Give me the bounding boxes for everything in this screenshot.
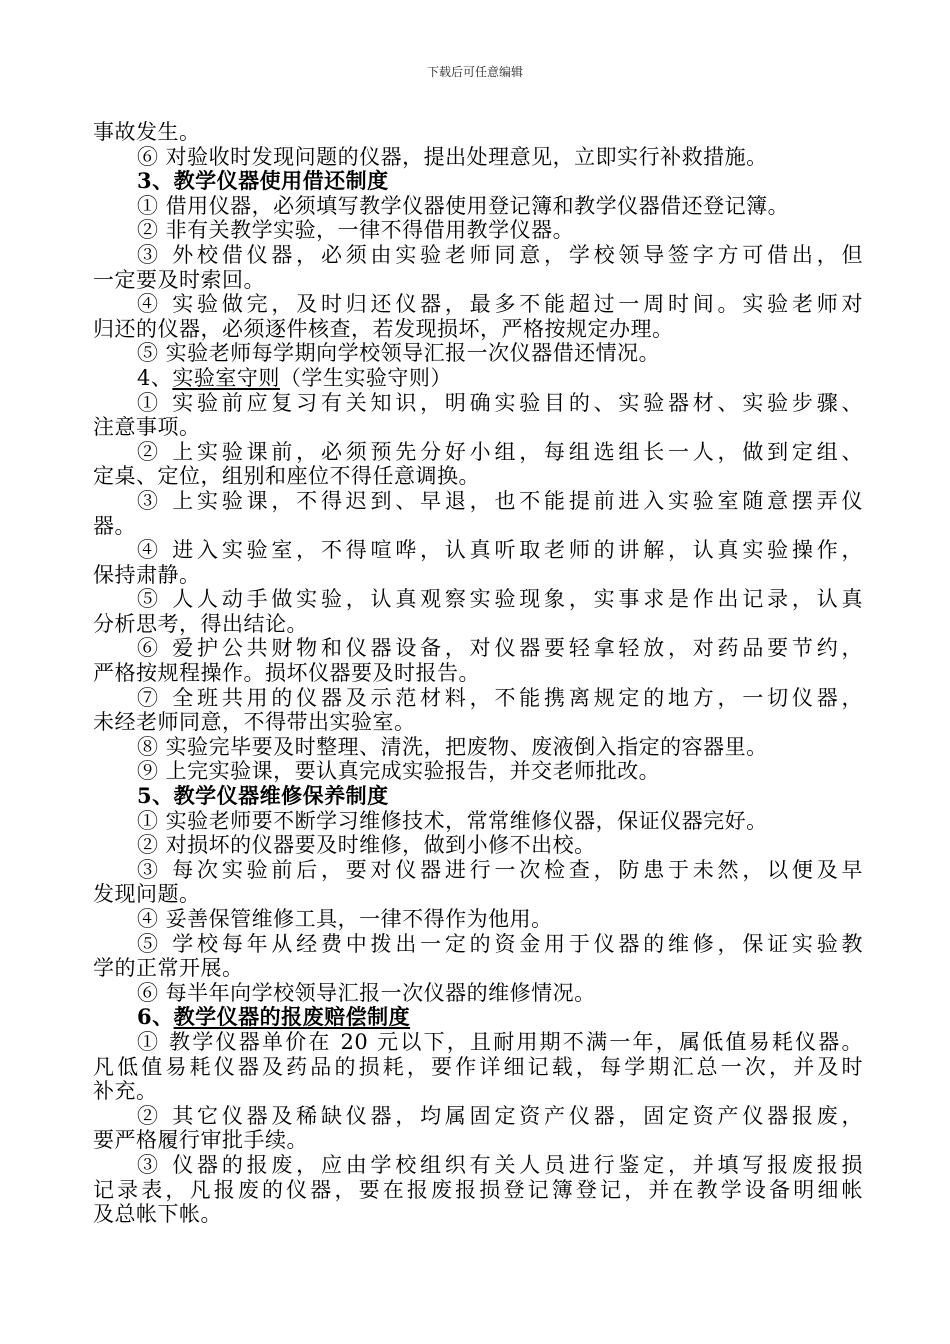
paragraph-line: 学的正常开展。 (93, 956, 244, 981)
list-item: ③ 外校借仪器，必须由实验老师同意，学校领导签字方可借出，但 (137, 242, 863, 267)
list-item: ③ 每次实验前后，要对仪器进行一次检查，防患于未然，以便及早 (137, 857, 863, 882)
paragraph-line: 记录表，凡报废的仪器，要在报废报损登记簿登记，并在教学设备明细帐 (93, 1177, 863, 1202)
list-item: ④ 实验做完，及时归还仪器，最多不能超过一周时间。实验老师对 (137, 292, 863, 317)
paragraph-line: 凡低值易耗仪器及药品的损耗，要作详细记载，每学期汇总一次，并及时 (93, 1054, 863, 1079)
section-heading-5: 5、教学仪器维修保养制度 (137, 783, 389, 809)
paragraph-line: 未经老师同意，不得带出实验室。 (93, 710, 416, 735)
page-header: 下载后可任意编辑 (426, 65, 523, 79)
section-heading-3: 3、教学仪器使用借还制度 (137, 168, 389, 194)
paragraph-line: 严格按规程操作。损坏仪器要及时报告。 (93, 661, 480, 686)
section-title: 实验室守则 (172, 365, 280, 390)
paragraph-line: 事故发生。 (93, 120, 201, 144)
section-heading-6 (93, 1005, 863, 1030)
list-item: ② 上实验课前，必须预先分好小组，每组选组长一人，做到定组、 (137, 439, 863, 464)
document-body (93, 120, 863, 1227)
list-item: ⑧ 实验完毕要及时整理、清洗，把废物、废液倒入指定的容器里。 (137, 734, 768, 759)
section-number: 4、 (137, 365, 173, 390)
list-item: ⑥ 爱护公共财物和仪器设备，对仪器要轻拿轻放，对药品要节约， (137, 636, 863, 661)
paragraph-line: 及总帐下帐。 (93, 1202, 222, 1227)
paragraph-line: 归还的仪器，必须逐件核查，若发现损坏，严格按规定办理。 (93, 316, 674, 341)
paragraph-line: 发现问题。 (93, 882, 201, 907)
list-item: ③ 仪器的报废，应由学校组织有关人员进行鉴定，并填写报废报损 (137, 1152, 863, 1177)
list-item: ① 教学仪器单价在 20 元以下，且耐用期不满一年，属低值易耗仪器。 (137, 1029, 863, 1054)
list-item: ① 实验前应复习有关知识，明确实验目的、实验器材、实验步骤、 (137, 390, 863, 415)
section-number: 6、 (137, 1004, 174, 1030)
list-item: ⑤ 实验老师每学期向学校领导汇报一次仪器借还情况。 (137, 341, 661, 366)
list-item: ⑨ 上完实验课，要认真完成实验报告，并交老师批改。 (137, 759, 661, 784)
list-item: ③ 上实验课，不得迟到、早退，也不能提前进入实验室随意摆弄仪 (137, 488, 863, 513)
list-item: ⑥ 每半年向学校领导汇报一次仪器的维修情况。 (137, 980, 596, 1005)
list-item: ② 其它仪器及稀缺仪器，均属固定资产仪器，固定资产仪器报废， (137, 1103, 863, 1128)
list-item: ① 借用仪器，必须填写教学仪器使用登记簿和教学仪器借还登记簿。 (137, 193, 790, 218)
list-item: ② 对损坏的仪器要及时维修，做到小修不出校。 (137, 833, 596, 858)
list-item: ④ 进入实验室，不得喧哗，认真听取老师的讲解，认真实验操作， (137, 538, 863, 563)
section-subtitle: （学生实验守则） (279, 365, 452, 390)
paragraph-line: 一定要及时索回。 (93, 267, 265, 292)
list-item: ④ 妥善保管维修工具，一律不得作为他用。 (137, 907, 553, 931)
list-item: ⑥ 对验收时发现问题的仪器，提出处理意见，立即实行补救措施。 (137, 144, 768, 169)
paragraph-line: 补充。 (93, 1079, 158, 1104)
list-item: ⑦ 全班共用的仪器及示范材料，不能携离规定的地方，一切仪器， (137, 685, 863, 710)
paragraph-line: 分析思考，得出结论。 (93, 611, 308, 636)
paragraph-line: 器。 (93, 513, 136, 538)
paragraph-line: 保持肃静。 (93, 562, 201, 587)
section-heading-4 (93, 366, 863, 391)
list-item: ① 实验老师要不断学习维修技术，常常维修仪器，保证仪器完好。 (137, 808, 768, 833)
list-item: ② 非有关教学实验，一律不得借用教学仪器。 (137, 218, 575, 243)
list-item: ⑤ 人人动手做实验，认真观察实验现象，实事求是作出记录，认真 (137, 587, 863, 612)
paragraph-line: 要严格履行审批手续。 (93, 1128, 308, 1153)
paragraph-line: 注意事项。 (93, 415, 201, 440)
paragraph-line: 定桌、定位，组别和座位不得任意调换。 (93, 464, 480, 489)
list-item: ⑤ 学校每年从经费中拨出一定的资金用于仪器的维修，保证实验教 (137, 931, 863, 956)
section-title: 教学仪器的报废赔偿制度 (173, 1004, 411, 1030)
